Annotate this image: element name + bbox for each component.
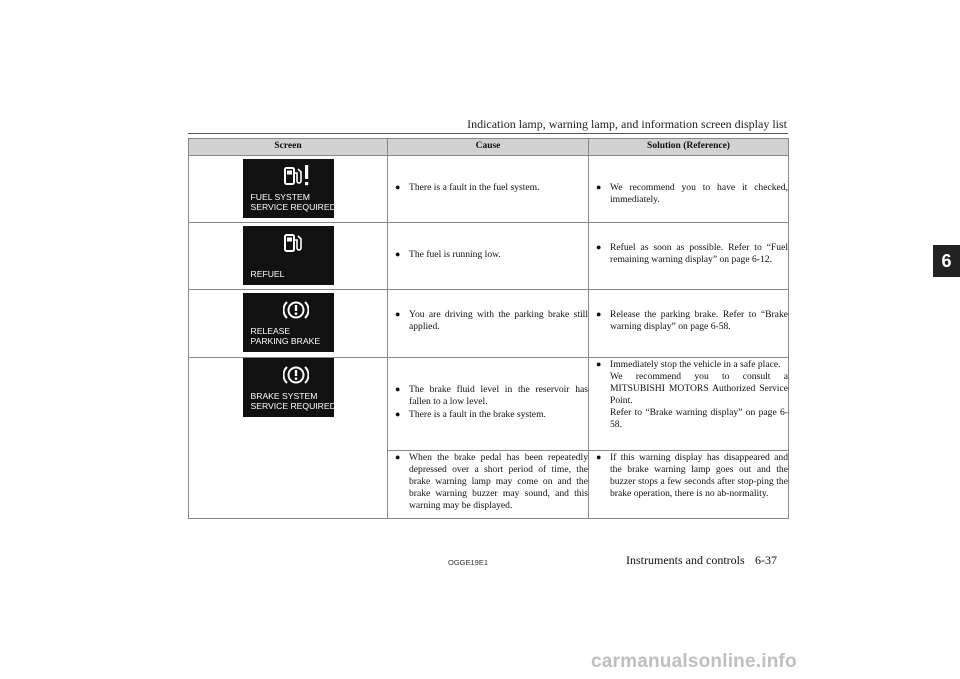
display-text: FUEL SYSTEM SERVICE REQUIRED (250, 192, 336, 212)
solution-cell (589, 451, 789, 519)
column-header-screen: Screen (189, 139, 388, 156)
warning-display-table (188, 138, 789, 519)
fuel-pump-icon (283, 231, 307, 255)
cause-item: ● When the brake pedal has been repeatedly depressed over a short period of time, the brake warning lamp may come on and the brake warning buzzer may sound, and this warning may be displayed. (388, 452, 588, 512)
cause-item: ● The brake fluid level in the reservoir has fallen to a low level. (388, 384, 588, 408)
display-text: RELEASE PARKING BRAKE (250, 326, 321, 346)
chapter-tab: 6 (933, 245, 960, 277)
brake-warning-icon (283, 363, 309, 387)
table-row (189, 290, 789, 358)
screen-cell (189, 223, 388, 290)
fuel-pump-warning-icon (283, 164, 311, 188)
brake-system-display (243, 358, 334, 417)
screen-cell (189, 156, 388, 223)
solution-item: ● Refuel as soon as possible. Refer to “Fuel remaining warning display” on page 6-12. (589, 242, 788, 266)
cause-item: ● There is a fault in the brake system. (388, 409, 588, 421)
cause-item: ● The fuel is running low. (388, 249, 588, 261)
table-row (189, 358, 789, 451)
solution-item: ● We recommend you to have it checked, immediately. (589, 182, 788, 206)
footer-section-title: Instruments and controls (626, 553, 745, 567)
solution-item: ● Immediately stop the vehicle in a safe place. We recommend you to consult a MITSUBISHI MOTORS Authorized Service Point. Refer to “Brake warning display” on page 6-58. (589, 359, 788, 431)
table-header-row (189, 139, 789, 156)
solution-cell (589, 223, 789, 290)
solution-cell (589, 358, 789, 451)
cause-cell (388, 358, 589, 451)
brake-warning-icon (283, 298, 309, 322)
cause-cell (388, 290, 589, 358)
column-header-cause: Cause (388, 139, 589, 156)
solution-cell (589, 156, 789, 223)
screen-cell (189, 290, 388, 358)
table-row (189, 156, 789, 223)
document-code: OGGE19E1 (448, 558, 489, 567)
display-text: REFUEL (250, 268, 285, 279)
watermark: carmanualsonline.info (591, 651, 797, 672)
fuel-system-display (243, 159, 334, 218)
cause-item: ● There is a fault in the fuel system. (388, 182, 588, 194)
table-row (189, 223, 789, 290)
screen-cell (189, 358, 388, 519)
header-rule (188, 133, 788, 134)
solution-item: ● If this warning display has disappeared and the brake warning lamp goes out and the buzzer stops a few seconds after stop-ping the brake operation, there is no ab-normality. (589, 452, 788, 500)
cause-item: ● You are driving with the parking brake still applied. (388, 309, 588, 333)
cause-cell (388, 451, 589, 519)
display-text: BRAKE SYSTEM SERVICE REQUIRED (250, 391, 336, 411)
solution-item: ● Release the parking brake. Refer to “Brake warning display” on page 6-58. (589, 309, 788, 333)
release-parking-brake-display (243, 293, 334, 352)
solution-cell (589, 290, 789, 358)
cause-cell (388, 223, 589, 290)
refuel-display (243, 226, 334, 285)
column-header-solution: Solution (Reference) (589, 139, 789, 156)
running-header: Indication lamp, warning lamp, and information screen display list (467, 117, 787, 131)
page-number: 6-37 (755, 553, 777, 567)
cause-cell (388, 156, 589, 223)
